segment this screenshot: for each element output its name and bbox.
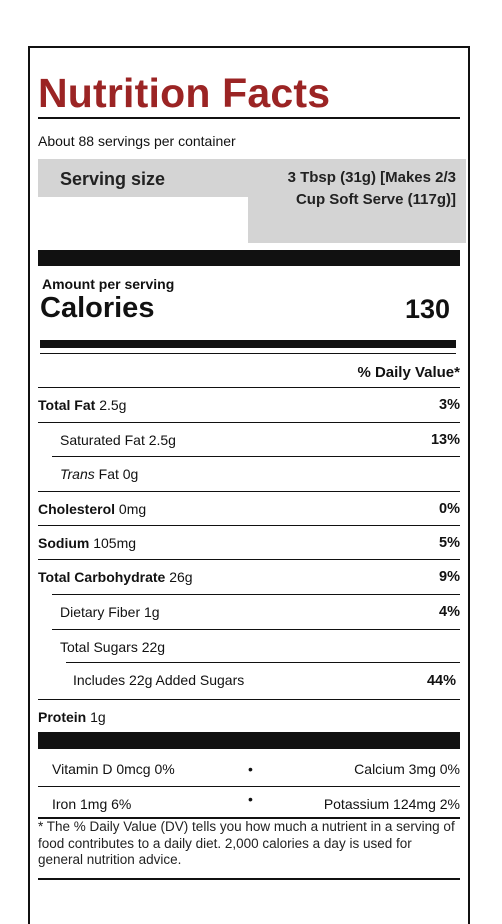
nutrient-row-dietary-fiber: [38, 595, 460, 629]
nutrient-dv: 13%: [430, 432, 460, 448]
nutrient-dv: 0%: [439, 501, 460, 517]
thick-rule-vitamins: [38, 732, 460, 749]
thick-rule-top: [38, 250, 460, 266]
vitamin-row-2: [38, 787, 460, 821]
calories-value: 130: [404, 294, 450, 324]
thin-rule-calories: [40, 353, 456, 354]
nutrient-name: Saturated Fat 2.5g: [60, 432, 176, 448]
nutrition-facts-label: [28, 46, 470, 924]
calories-label: Calories: [40, 292, 155, 324]
nutrient-row-cholesterol: [38, 492, 460, 526]
vitamin-row-1: [38, 752, 460, 786]
nutrient-row-saturated-fat: [38, 423, 460, 457]
nutrient-name: Trans Fat 0g: [60, 466, 139, 482]
nutrient-dv: 5%: [439, 535, 460, 551]
nutrient-row-trans-fat: [38, 457, 460, 491]
nutrient-row-total-carbohydrate: [38, 560, 460, 594]
nutrient-dv: 44%: [426, 673, 456, 689]
nutrient-name: Total Fat 2.5g: [38, 397, 127, 413]
nutrient-name: Total Carbohydrate 26g: [38, 569, 193, 585]
label-title: Nutrition Facts: [38, 70, 331, 116]
nutrient-row-protein: [38, 700, 460, 734]
nutrient-row-total-fat: [38, 388, 460, 422]
nutrient-dv: 3%: [439, 397, 460, 413]
thick-rule-calories: [40, 340, 456, 348]
serving-size-label: Serving size: [60, 169, 166, 189]
title-rule: [38, 117, 460, 119]
nutrient-dv: 4%: [439, 604, 460, 620]
daily-value-header: % Daily Value*: [357, 364, 460, 381]
nutrient-row-total-sugars: [38, 630, 460, 664]
bottom-rule: [38, 878, 460, 880]
vitamin-d: Vitamin D 0mcg 0%: [52, 761, 175, 777]
nutrient-name: Sodium 105mg: [38, 535, 137, 551]
nutrient-name: Dietary Fiber 1g: [60, 604, 160, 620]
daily-value-footnote: * The % Daily Value (DV) tells you how much a nutrient in a serving of food contributes to a daily diet. 2,000 calories a day is used for general nutrition advice.: [38, 819, 455, 867]
nutrient-row-sodium: [38, 526, 460, 560]
amount-per-serving: Amount per serving: [42, 276, 175, 292]
nutrient-name: Includes 22g Added Sugars: [73, 672, 245, 688]
nutrient-name: Total Sugars 22g: [60, 639, 166, 655]
bullet-separator: •: [248, 761, 253, 777]
iron: Iron 1mg 6%: [52, 796, 132, 812]
serving-size-value: 3 Tbsp (31g) [Makes 2/3 Cup Soft Serve (117g)]: [287, 169, 456, 208]
bullet-separator: •: [248, 791, 253, 807]
nutrient-name: Protein 1g: [38, 709, 106, 725]
nutrient-name: Cholesterol 0mg: [38, 501, 147, 517]
servings-per-container: About 88 servings per container: [38, 133, 236, 149]
calcium: Calcium 3mg 0%: [354, 761, 460, 777]
potassium: Potassium 124mg 2%: [323, 796, 460, 812]
nutrient-row-added-sugars: [38, 663, 460, 697]
nutrient-dv: 9%: [439, 569, 460, 585]
